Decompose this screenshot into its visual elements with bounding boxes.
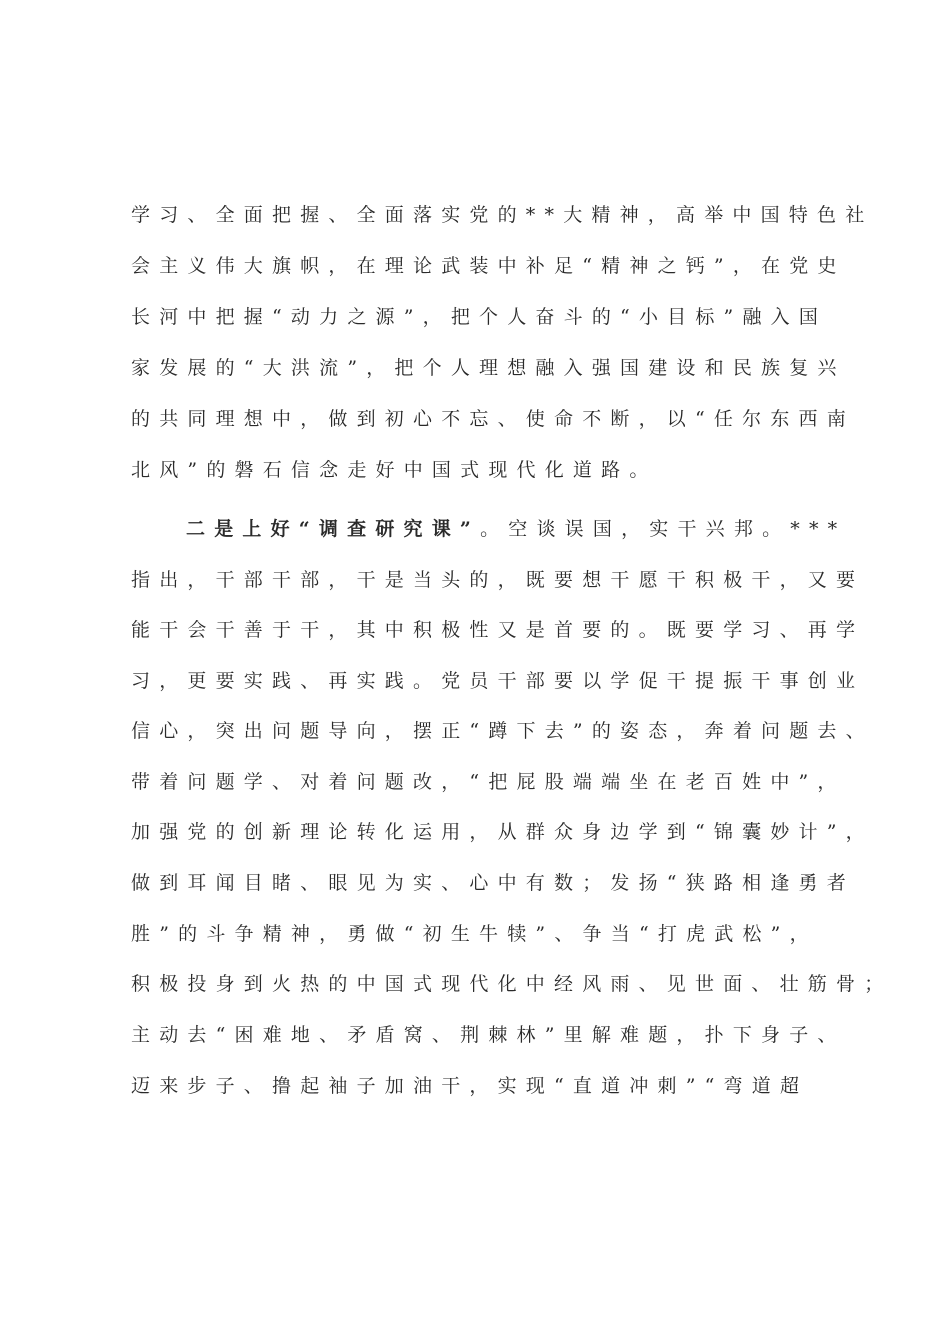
paragraph-1-line-3: 长河中把握“动力之源”，把个人奋斗的“小目标”融入国 bbox=[131, 306, 828, 328]
paragraph-2-line-10: 积极投身到火热的中国式现代化中经风雨、见世面、壮筋骨； bbox=[131, 973, 893, 995]
paragraph-1-line-1: 学习、全面把握、全面落实党的**大精神，高举中国特色社 bbox=[131, 204, 874, 226]
paragraph-2-line-7: 加强党的创新理论转化运用，从群众身边学到“锦囊妙计”， bbox=[131, 821, 874, 843]
paragraph-2-line-3: 能干会干善于干，其中积极性又是首要的。既要学习、再学 bbox=[131, 619, 865, 641]
paragraph-2-line-5: 信心，突出问题导向，摆正“蹲下去”的姿态，奔着问题去、 bbox=[131, 720, 874, 742]
paragraph-2-line-9: 胜”的斗争精神，勇做“初生牛犊”、争当“打虎武松”， bbox=[131, 923, 818, 945]
paragraph-2-first-line-text: 。空谈误国，实干兴邦。*** bbox=[480, 518, 847, 540]
paragraph-2-line-6: 带着问题学、对着问题改，“把屁股端端坐在老百姓中”， bbox=[131, 771, 846, 793]
paragraph-2-first-line bbox=[186, 516, 886, 542]
paragraph-1-line-6: 北风”的磐石信念走好中国式现代化道路。 bbox=[131, 459, 658, 481]
paragraph-2-line-8: 做到耳闻目睹、眼见为实、心中有数；发扬“狭路相逢勇者 bbox=[131, 872, 855, 894]
paragraph-1-line-4: 家发展的“大洪流”，把个人理想融入强国建设和民族复兴 bbox=[131, 357, 846, 379]
paragraph-1-line-5: 的共同理想中，做到初心不忘、使命不断，以“任尔东西南 bbox=[131, 408, 855, 430]
paragraph-2-line-4: 习，更要实践、再实践。党员干部要以学促干提振干事创业 bbox=[131, 670, 865, 692]
paragraph-2-line-11: 主动去“困难地、矛盾窝、荆棘林”里解难题，扑下身子、 bbox=[131, 1024, 846, 1046]
paragraph-1-line-2: 会主义伟大旗帜，在理论武装中补足“精神之钙”，在党史 bbox=[131, 255, 846, 277]
paragraph-2-line-2: 指出，干部干部，干是当头的，既要想干愿干积极干，又要 bbox=[131, 569, 865, 591]
paragraph-2-lead-heading: 二是上好“调查研究课” bbox=[186, 518, 481, 540]
paragraph-2-line-12: 迈来步子、撸起袖子加油干，实现“直道冲刺”“弯道超 bbox=[131, 1075, 809, 1097]
